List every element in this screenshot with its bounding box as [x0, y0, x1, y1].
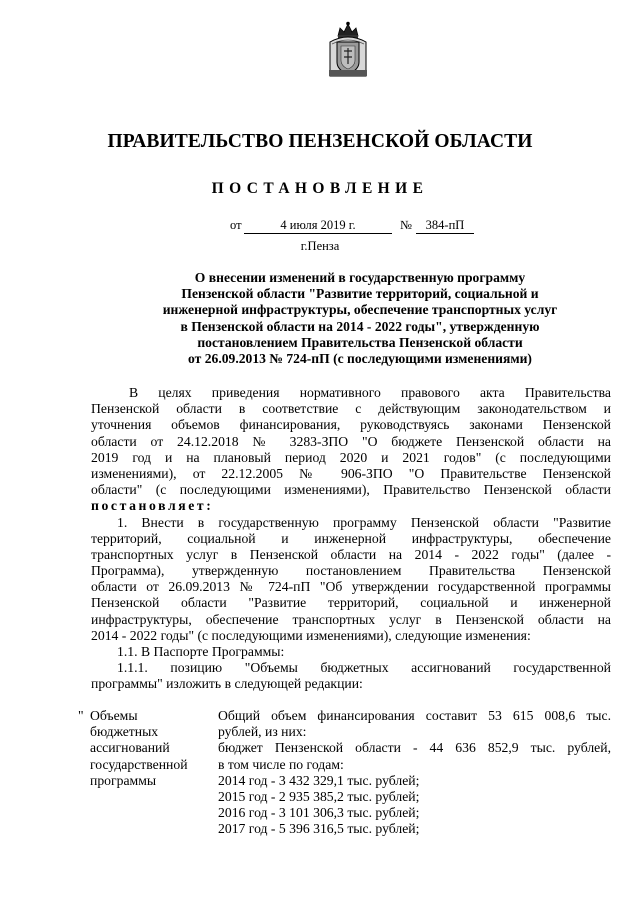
heading-line: постановлением Правительства Пензенской области	[197, 334, 523, 350]
body-line: 2014 - 2022 годы" (с последующими изменениями), следующие изменения:	[91, 627, 531, 643]
item-1-1-1: 1.1.1. позицию "Объемы бюджетных ассигнований государственной	[117, 660, 611, 676]
body-line: уточнения объемов финансирования, руководствуясь законами Пензенской	[91, 417, 611, 433]
body-line: Пензенской области в соответствие с действующим законодательством и	[91, 401, 611, 417]
decree-word: постановляет:	[91, 498, 214, 514]
label-line: бюджетных	[90, 724, 159, 740]
value-line: 2017 год - 5 396 316,5 тыс. рублей;	[218, 821, 420, 837]
item-1-1: 1.1. В Паспорте Программы:	[117, 644, 285, 659]
body-line: Пензенской области "Развитие территорий, социальной и инженерной	[91, 595, 611, 611]
date-prefix: от	[230, 218, 242, 232]
label-line: программы	[90, 772, 157, 788]
body-line: области от 24.12.2018 № 3283-ЗПО "О бюджете Пензенской области на	[91, 433, 611, 449]
number-prefix: №	[400, 218, 412, 232]
item-1-1-1-cont: программы" изложить в следующей редакции:	[91, 676, 363, 692]
label-line: государственной	[90, 756, 188, 772]
open-quote: "	[78, 708, 84, 723]
org-title: ПРАВИТЕЛЬСТВО ПЕНЗЕНСКОЙ ОБЛАСТИ	[107, 131, 533, 152]
body-line: 1. Внести в государственную программу Пензенской области "Развитие	[117, 514, 611, 530]
body-line: территорий, социальной и инженерной инфраструктуры, обеспечение	[91, 530, 611, 546]
city-label: г.Пенза	[300, 239, 340, 253]
table-value-cell	[218, 708, 611, 838]
label-line: Объемы	[90, 708, 138, 723]
body-line: 2019 год и на плановый период 2020 и 2021 годов" (с последующими	[91, 449, 611, 465]
label-line: ассигнований	[90, 740, 170, 756]
table-label-cell	[90, 708, 220, 789]
body-line: В целях приведения нормативного правового акта Правительства	[129, 385, 611, 400]
document-date: 4 июля 2019 г.	[244, 218, 392, 234]
body-line: Программа), утвержденную постановлением Правительства Пензенской	[91, 563, 611, 579]
body-line: области от 26.09.2013 № 724-пП "Об утверждении государственной программы	[91, 579, 611, 595]
body-line: инфраструктуры, обеспечение транспортных услуг в Пензенской области на	[91, 611, 611, 627]
body-line: области" (с последующими изменениями), Правительство Пензенской области	[91, 482, 611, 498]
coat-of-arms-icon	[327, 20, 369, 78]
document-type: ПОСТАНОВЛЕНИЕ	[211, 180, 429, 197]
value-line: 2015 год - 2 935 385,2 тыс. рублей;	[218, 788, 420, 804]
value-line: 2014 год - 3 432 329,1 тыс. рублей;	[218, 772, 420, 788]
document-heading	[80, 270, 640, 367]
heading-line: инженерной инфраструктуры, обеспечение транспортных услуг	[162, 302, 558, 318]
value-line: Общий объем финансирования составит 53 615 008,6 тыс.	[218, 708, 611, 723]
heading-line: Пензенской области "Развитие территорий, социальной и	[181, 286, 539, 302]
body-line: транспортных услуг в Пензенской области на 2014 - 2022 годы" (далее -	[91, 546, 611, 562]
heading-line: в Пензенской области на 2014 - 2022 годы", утвержденную	[180, 318, 540, 334]
value-line: бюджет Пензенской области - 44 636 852,9 тыс. рублей,	[218, 740, 611, 756]
value-line: 2016 год - 3 101 306,3 тыс. рублей;	[218, 805, 420, 821]
document-body	[91, 385, 611, 693]
value-line: в том числе по годам:	[218, 756, 344, 772]
value-line: рублей, из них:	[218, 724, 307, 740]
heading-line: О внесении изменений в государственную программу	[194, 270, 526, 285]
document-number: 384-пП	[416, 218, 474, 234]
body-line: изменениями), от 22.12.2005 № 906-ЗПО "О Правительстве Пензенской	[91, 465, 611, 481]
heading-line: от 26.09.2013 № 724-пП (с последующими изменениями)	[188, 351, 532, 367]
